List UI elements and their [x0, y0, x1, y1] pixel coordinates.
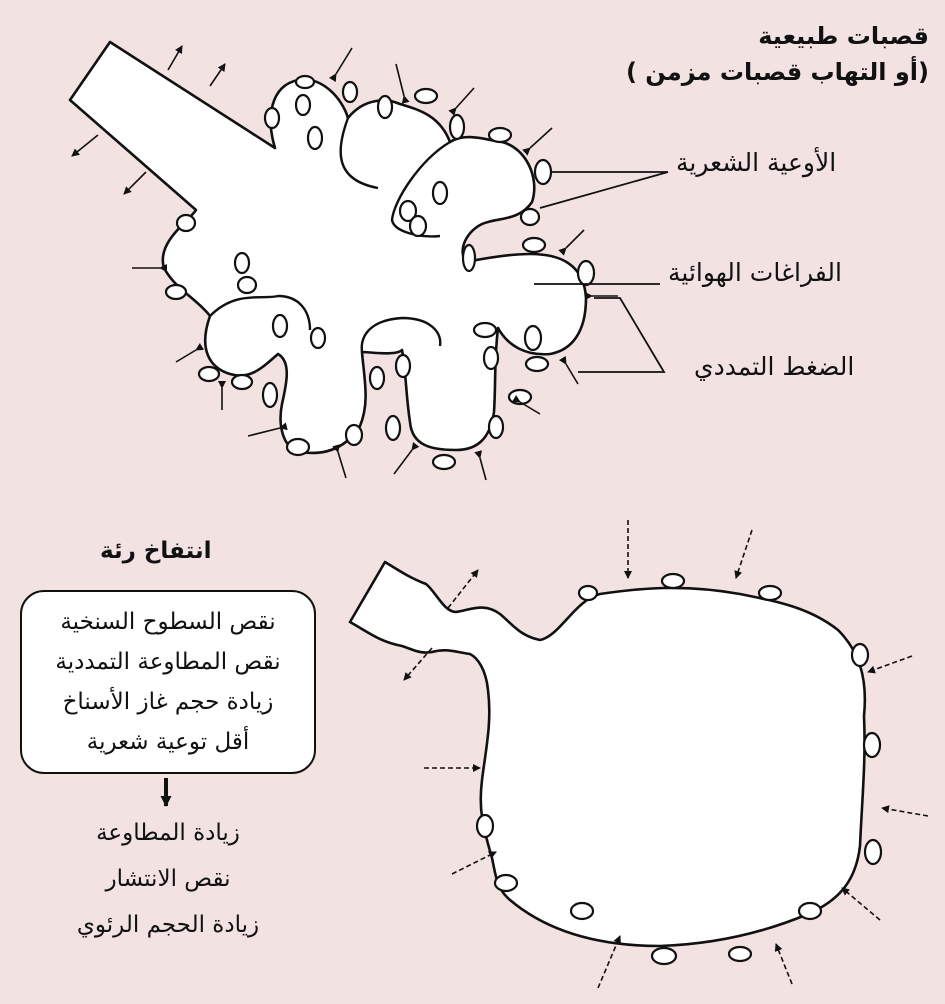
pressure-arrow	[394, 450, 412, 474]
dashed-pressure-arrow	[842, 888, 880, 920]
pressure-arrow	[176, 350, 196, 362]
normal-bronchi-title: قصبات طبيعية	[758, 22, 929, 50]
pressure-arrow	[566, 364, 578, 384]
capillary	[199, 367, 219, 381]
capillary	[378, 96, 392, 118]
dashed-pressure-arrow	[452, 852, 496, 874]
pressure-arrow	[124, 172, 146, 194]
capillary	[415, 89, 437, 103]
dashed-pressure-arrow	[868, 656, 912, 672]
capillary	[232, 375, 252, 389]
capillary	[296, 76, 314, 88]
normal-bronchi-subtitle: (أو التهاب قصبات مزمن )	[625, 58, 929, 86]
emphysema-sac	[350, 562, 865, 946]
emphysema-effects-box	[20, 590, 316, 774]
capillary	[370, 367, 384, 389]
distending-pressure-label: الضغط التمددي	[694, 352, 855, 381]
capillary	[386, 416, 400, 440]
capillary	[495, 875, 517, 891]
capillary	[799, 903, 821, 919]
effect-line: نقص السطوح السنخية	[60, 609, 276, 635]
alveoli-label: الفراغات الهوائية	[668, 258, 842, 287]
capillary	[521, 209, 539, 225]
result-line: زيادة المطاوعة	[96, 820, 240, 846]
capillary	[396, 355, 410, 377]
capillary	[484, 347, 498, 369]
capillary	[474, 323, 496, 337]
pressure-leader	[578, 298, 664, 372]
effect-line: نقص المطاوعة التمددية	[55, 649, 281, 675]
capillary	[308, 127, 322, 149]
capillary	[578, 261, 594, 285]
capillaries-label: الأوعية الشعرية	[676, 148, 837, 177]
capillary	[662, 574, 684, 588]
pressure-arrow	[396, 64, 404, 96]
capillary	[177, 215, 195, 231]
capillary	[263, 383, 277, 407]
pressure-arrow	[566, 230, 584, 248]
pressure-arrow	[530, 128, 552, 148]
capillary	[652, 948, 676, 964]
capillary	[273, 315, 287, 337]
pressure-arrow	[336, 48, 352, 74]
effect-line: زيادة حجم غاز الأسناخ	[62, 689, 274, 715]
pressure-arrow	[168, 46, 182, 70]
capillary	[526, 357, 548, 371]
dashed-pressure-arrow	[736, 530, 752, 578]
result-line: نقص الانتشار	[105, 866, 231, 892]
capillary	[865, 840, 881, 864]
capillary	[571, 903, 593, 919]
capillary	[287, 439, 309, 455]
capillary	[852, 644, 868, 666]
capillary	[759, 586, 781, 600]
pressure-arrow	[248, 428, 280, 436]
capillary	[296, 95, 310, 115]
capillary	[535, 160, 551, 184]
capillary	[579, 586, 597, 600]
pressure-arrow	[456, 88, 474, 108]
pressure-arrow	[210, 64, 225, 86]
capillary	[433, 455, 455, 469]
capillary	[523, 238, 545, 252]
capillary	[346, 425, 362, 445]
capillary	[463, 245, 475, 271]
capillary	[410, 216, 426, 236]
capillary	[489, 128, 511, 142]
dashed-pressure-arrow	[776, 944, 792, 984]
pressure-arrow	[520, 402, 540, 414]
capillary	[489, 416, 503, 438]
pressure-arrow	[72, 135, 98, 156]
capillary	[509, 390, 531, 404]
capillary	[433, 182, 447, 204]
pressure-arrow	[480, 458, 486, 480]
normal-alveolar-sac	[70, 42, 586, 453]
emphysema-results	[20, 810, 316, 948]
capillary	[729, 947, 751, 961]
capillaries-leader	[540, 172, 668, 208]
pressure-arrow	[338, 452, 346, 478]
effect-line: أقل توعية شعرية	[86, 729, 250, 755]
capillary	[477, 815, 493, 837]
capillary	[525, 326, 541, 350]
capillary	[343, 82, 357, 102]
capillary	[238, 277, 256, 293]
dashed-pressure-arrow	[882, 808, 928, 816]
capillary	[450, 115, 464, 139]
capillary	[265, 108, 279, 128]
capillary	[864, 733, 880, 757]
emphysema-title: انتفاخ رئة	[100, 538, 212, 564]
capillary	[166, 285, 186, 299]
result-line: زيادة الحجم الرئوي	[76, 912, 260, 938]
capillary	[311, 328, 325, 348]
capillary	[235, 253, 249, 273]
dashed-pressure-arrow	[448, 570, 478, 608]
